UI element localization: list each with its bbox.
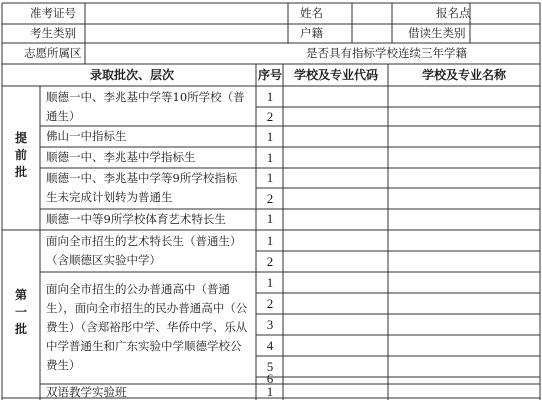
header-batch-level: 录取批次、层次 — [89, 68, 175, 82]
seq-number: 1 — [266, 150, 274, 165]
household-label: 户籍 — [300, 26, 323, 40]
batch-label-early: 提前批 — [14, 131, 27, 179]
seq-number: 1 — [266, 275, 274, 290]
header-code: 学校及专业代码 — [293, 68, 379, 82]
row-text: 面向全市招生的艺术特长生（普通生） （含顺德区实验中学） — [46, 234, 242, 267]
seq-number: 1 — [266, 89, 274, 104]
candidate-category-label: 考生类别 — [30, 26, 76, 40]
seq-number: 5 — [266, 359, 274, 374]
seq-number: 1 — [266, 211, 274, 226]
seq-number: 2 — [266, 191, 274, 206]
seq-number: 4 — [266, 338, 274, 353]
batch-label-first: 第一批 — [14, 288, 27, 336]
exam-number-label: 准考证号 — [30, 6, 76, 20]
row-text: 顺德一中等9所学校体育艺术特长生 — [46, 212, 226, 226]
seq-number: 1 — [266, 170, 274, 185]
exam-site-label: 报名点 — [436, 6, 471, 20]
row-text: 双语教学实验班 — [46, 385, 127, 399]
header-name: 学校及专业名称 — [421, 68, 507, 82]
continuous-enrolment-label: 是否具有指标学校连续三年学籍 — [306, 46, 467, 60]
row-text: 顺德一中、李兆基中学指标生 — [46, 150, 196, 164]
district-label: 志愿所属区 — [24, 46, 82, 60]
row-text: 面向全市招生的公办普通高中（普通 生），面向全市招生的民办普通高中（公 费生）（含郑裕彤中学、华侨中学、乐从 中学普通生和广东实验中学顺德学校公 费生） — [46, 282, 248, 372]
transient-student-label: 借读生类别 — [408, 26, 466, 40]
seq-number: 1 — [266, 384, 274, 399]
seq-number: 2 — [266, 254, 274, 269]
seq-number: 3 — [266, 317, 274, 332]
row-text: 顺德一中、李兆基中学等9所学校指标 生未完成计划转为普通生 — [46, 171, 238, 204]
seq-number: 6 — [266, 371, 274, 386]
row-text: 佛山一中指标生 — [46, 129, 127, 143]
header-seq: 序号 — [257, 68, 283, 82]
name-label: 姓名 — [300, 6, 323, 20]
seq-number: 1 — [266, 129, 274, 144]
seq-number: 2 — [266, 109, 274, 124]
seq-number: 1 — [266, 233, 274, 248]
row-text: 顺德一中、李兆基中学等10所学校（普 通生） — [46, 90, 245, 123]
seq-number: 2 — [266, 296, 274, 311]
